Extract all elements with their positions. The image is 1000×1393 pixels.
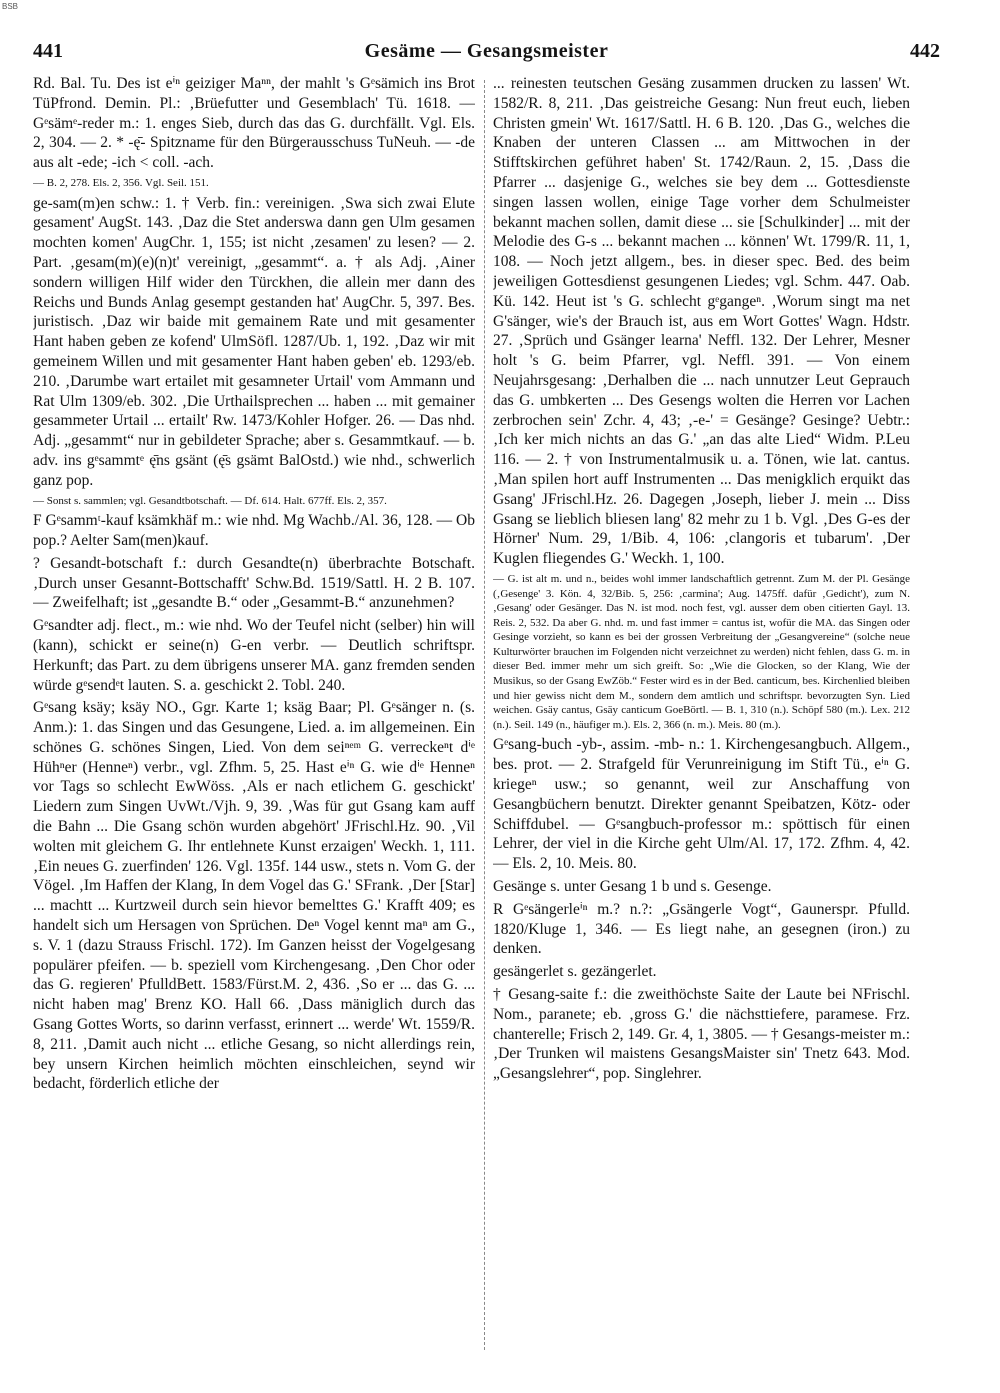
dictionary-entry: Gᵉsang-buch -yb-, assim. -mb- n.: 1. Kirchengesangbuch. Allgem., bes. prot. — 2. Strafgeld für Verunreinigung im Stift Tü., eⁱⁿ G. kriegeⁿ usw.; so genannt, weil zur Anschaffung von Gesangbüchern benutzt. Direkter genannt Speibatzen, Kötz- oder Schiffdubel. — Gᵉsangbuch-professor m.: spöttisch für einen Lehrer, der viel in die Kirche geht Ulm/Al. 17, 172. Zfhm. 4, 42. — Els. 2, 10. Meis. 80. xyxy=(493,736,910,873)
dictionary-entry: Gᵉsang ksäy; ksäy NO., Ggr. Karte 1; ksäg Baar; Pl. Gᵉsänger n. (s. Anm.): 1. das Singen und das Gesungene, Lied. a. im allgemeinen. Ein schönes G. schönes Singen, Lied. Von dem seiⁿᵉᵐ G. verreckeⁿt dⁱᵉ Hühⁿer (Henneⁿ) verbr., vgl. Zfhm. 5, 25. Hast eⁱⁿ G. wie dⁱᵉ Henneⁿ vor Tags so schlecht EwWöss. ‚Als er nach etlichem G. geschickt' Liedern zum Singen UvWt./Vjh. 9, 39. ‚Was für gut Gsang kam auff die Bahn ... Die Gsang schön wurden abgehört' JFrischl.Hz. 90. ‚Vil wolten mit gleichem G. Ihr entlehnete Kunst erzaigen' Weckh. 1, 111. ‚Ein neues G. zuerfinden' 126. Vgl. 135f. 144 usw., stets n. Vom G. der Vögel. ‚Im Haffen der Klang, In dem Vogel das G.' SFrank. ‚Der [Star] ... machtt ... Kurtzweil durch sein hievor bemelttes G.' Krafft 409; es handelt sich um Hersagen von Sprüchen. Deⁿ Vogel kennt maⁿ am G., s. V. 1 (dazu Strauss Frischl. 172). Im Ganzen heisst der Vogelgesang populärer pfeifen. — b. speziell vom Kirchengesang. ‚Den Chor oder das G. regieren' PfulldBett. 1583/Fürst.M. 2, 436. ‚So er ... das G. ... nicht haben mag' Brenz KO. Hall 66. ‚Dass mäniglich durch das Gsang Gottes Worts, so darinn verfasst, erinnert ... werde' Wt. 1559/R. 8, 211. ‚Damit auch nicht ... etliche Gesang, so nicht allerdings rein, bey unsern Kirchen heimlich möchten einschleichen, seynd wir bedacht, förderlich etliche der xyxy=(33,699,475,1093)
dictionary-entry: F Gᵉsammᵗ-kauf ksämkhäf m.: wie nhd. Mg Wachb./Al. 36, 128. — Ob pop.? Aelter Sam(men)kauf. xyxy=(33,512,475,549)
dictionary-entry: Gesänge s. unter Gesang 1 b und s. Gesenge. xyxy=(493,878,772,896)
dictionary-entry: gesängerlet s. gezängerlet. xyxy=(493,963,657,981)
left-column xyxy=(33,74,475,1364)
library-stamp: BSB xyxy=(2,2,19,11)
right-column xyxy=(493,74,910,1364)
page-number-right: 442 xyxy=(909,40,940,62)
dictionary-entry: — Sonst s. sammlen; vgl. Gesandtbotschaft. — Df. 614. Halt. 677ff. Els. 2, 357. xyxy=(33,494,387,507)
dictionary-entry: — G. ist alt m. und n., beides wohl immer landschaftlich getrennt. Zum M. der Pl. Gesänge (‚Gesenge' 3. Kön. 4, 32/Bib. 5, 256: ‚carmina'; Aug. 1475ff. dafür ‚Gedicht'), zum N. ‚Gesang' oder Gesänger. Das N. ist mod. noch fest, vgl. ausser dem oben citierten Gayl. 13. Reis. 2, 532. Da aber G. nhd. m. und fast immer = cantus ist, wofür die MA. das Singen oder Gesinge vorzieht, so kann es bei der grossen Verbreitung der „Gesangvereine“ (solche neue Kulturwörter brauchen im Folgenden nicht verzeichnet zu werden) nicht fehlen, dass G. m. in dieser Bed. immer mehr um sich greift. So: „Wie die Glocken, so der Klang, Wie der Musikus, so der Gsang EwZöb.“ Fester wird es in der Bed. canticum, bes. Kirchenlied bleiben und hier gewiss nicht dem M., sondern dem amtlich und schriftspr. bevorzugten Syn. Lied weichen. Gsäy cantus, Gsäy canticum GoeBörtl. — B. 1, 310 (n.). Schöpf 580 (m.). Lex. 212 (n.). Seil. 149 (n., häufiger m.). Els. 2, 366 (n. m.). Meis. 80 (m.). xyxy=(493,572,910,731)
dictionary-entry: ? Gesandt-botschaft f.: durch Gesandte(n) überbrachte Botschaft. ‚Durch unser Gesannt-Bottschafft' Schw.Bd. 1519/Sattl. H. 2 B. 107. — Zweifelhaft; ist „gesandte B.“ oder „Gesammt-B.“ anzunehmen? xyxy=(33,554,475,612)
dictionary-entry: ... reinesten teutschen Gesäng zusammen drucken zu lassen' Wt. 1582/R. 8, 211. ‚Das geistreiche Gesang: Nun freut euch, lieben Christen gmein' Wt. 1617/Sattl. H. 6 B. 120. ‚Das G., welches die Knaben der unteren Classen ... am Mittwochen in der Stifftskirchen geführet haben' St. 1742/Raun. 2, 15. ‚Dass die Pfarrer ... dasjenige G., welches sie bey dem ... Gottesdienste singen lassen wollen, einige Tage vorher dem Schulmeister bekannt machen sollen, damit diese ... sie [Schulkinder] ... mit der Melodie des G-s ... bekannt machen ... können' Wt. 1799/R. 11, 1, 108. — Noch jetzt allgem., bes. in dieser spec. Bed. des beim jeweiligen Gottesdienst gesungenen Liedes; vgl. Schm. 447. Oab. Kü. 142. Heut ist 's G. schlecht gᵉgangeⁿ. ‚Worum singt ma net G'sänger, wie's der Brauch ist, aus em Wort Gottes' Wagn. Hdstr. 27. ‚Sprüch und Gsänger learna' Neffl. 132. Der Lehrer, Mesner holt 's G. beim Pfarrer, vgl. Neffl. 391. — Von einem Neujahrsgesang: ‚Derhalben die ... nach unnutzer Leut Geprauch das G. umbkerten ... Des Gesengs wolten die Herren vor Lachen zerbrochen sein' Zchr. 4, 43; ‚-e-' = Gesänge? Gesinge? Uebtr.: ‚Ich ker mich nichts an das G.' „an das alte Lied“ Widm. P.Leu 116. — 2. † von Instrumentalmusik u. a. Tönen, wie lat. cantus. ‚Man spilen hort auff Instrumenten ... Das menigklich erquikt das Gsang' JFrischl.Hz. 26. Dagegen ‚Joseph, lieber J. mein ... Diss Gsang se lieblich bliesen lang' 82 mehr zu 1 b. Vgl. ‚Des G-es der Hörner' Num. 29, 1/Bib. 4, 106: ‚clangoris et tubarum'. ‚Der Kuglen fliegendes G.' Weckh. 1, 100. xyxy=(493,75,910,568)
dictionary-entry: Rd. Bal. Tu. Des ist eⁱⁿ geiziger Maⁿⁿ, der mahlt 's Gᵉsämich ins Brot TüPfrond. Demin. Pl.: ‚Brüefutter und Gesemblach' Tü. 1618. — Gᵉsämᵉ-reder m.: 1. enges Sieb, durch das das G. durchfällt. Vgl. Els. 2, 304. — 2. * -ę̄- Spitzname für den Bürgerausschuss TuNeuh. — -de aus alt -ede; -ich < coll. -ach. xyxy=(33,75,475,172)
dictionary-entry: ge-sam(m)en schw.: 1. † Verb. fin.: vereinigen. ‚Swa sich zwai Elute gesament' AugSt. 143. ‚Daz die Stet anderswa dann gen Ulm gesamen mochten komen' AugChr. 1, 155; ist nicht ‚zesamen' zu lesen? — 2. Part. ‚gesam(m)(e)(n)t' vereinigt, „gesammt“. a. † als Adj. ‚Ainer sondern willigen Hilf wider den Türckhen, die allein mer dann des Reichs und Bunds Anlag gesempt gestanden hat' AugChr. 5, 397. Bes. juristisch. ‚Daz wir baide mit gemainem Rate und mit gesamenter Hant haben geben ze kofend' UlmSöfl. 1287/Ub. 1, 192. ‚Daz wir mit gemeinem Willen und mit gesamenter Hant haben geben' eb. 1293/eb. 210. ‚Darumbe wart ertailet mit gesamneter Urtail' vom Ammann und Rat Ulm 1309/eb. 302. ‚Die Urthailsprechen ... haben ... mit gemainer gesammeter Urtail ... ertailt' Rw. 1473/Kohler Hofger. 26. — Das nhd. Adj. „gesammt“ nur in gebildeter Sprache; aber s. Gesammtkauf. — b. adv. ins gᵉsammtᵉ ę̄ns gsänt (ę̄s gsämt BalOstd.) wie nhd., schwerlich ganz pop. xyxy=(33,194,475,489)
page-header xyxy=(33,40,940,66)
dictionary-entry: Gᵉsandter adj. flect., m.: wie nhd. Wo der Teufel nicht (selber) hin will (kann), schickt er seine(n) G-en verbr. — Deutlich schriftspr. Herkunft; das Part. zu dem übrigens unserer MA. ganz fremden senden würde gᵉsendᵉt lauten. S. a. geschickt 2. Tobl. 240. xyxy=(33,617,475,694)
page-title: Gesäme — Gesangsmeister xyxy=(364,40,609,62)
page-number-left: 441 xyxy=(33,40,63,62)
column-divider xyxy=(484,80,485,1350)
dictionary-entry: † Gesang-saite f.: die zweithöchste Saite der Laute bei NFrischl. Nom., paranete; eb. ‚gross G.' die nächsttiefere, paramese. Frz. chanterelle; Frisch 2, 149. Gr. 4, 1, 3805. — † Gesangs-meister m.: ‚Der Trunken wil maistens GesangsMaister sin' Tnetz 643. Mod. „Gesangslehrer“, pop. Singlehrer. xyxy=(493,986,910,1083)
dictionary-entry: — B. 2, 278. Els. 2, 356. Vgl. Seil. 151. xyxy=(33,176,209,189)
dictionary-entry: R Gᵉsängerleⁱⁿ m.? n.?: „Gsängerle Vogt“, Gaunerspr. Pfulld. 1820/Kluge 1, 346. — Es liegt nahe, an gesegnen (iron.) zu denken. xyxy=(493,900,910,958)
